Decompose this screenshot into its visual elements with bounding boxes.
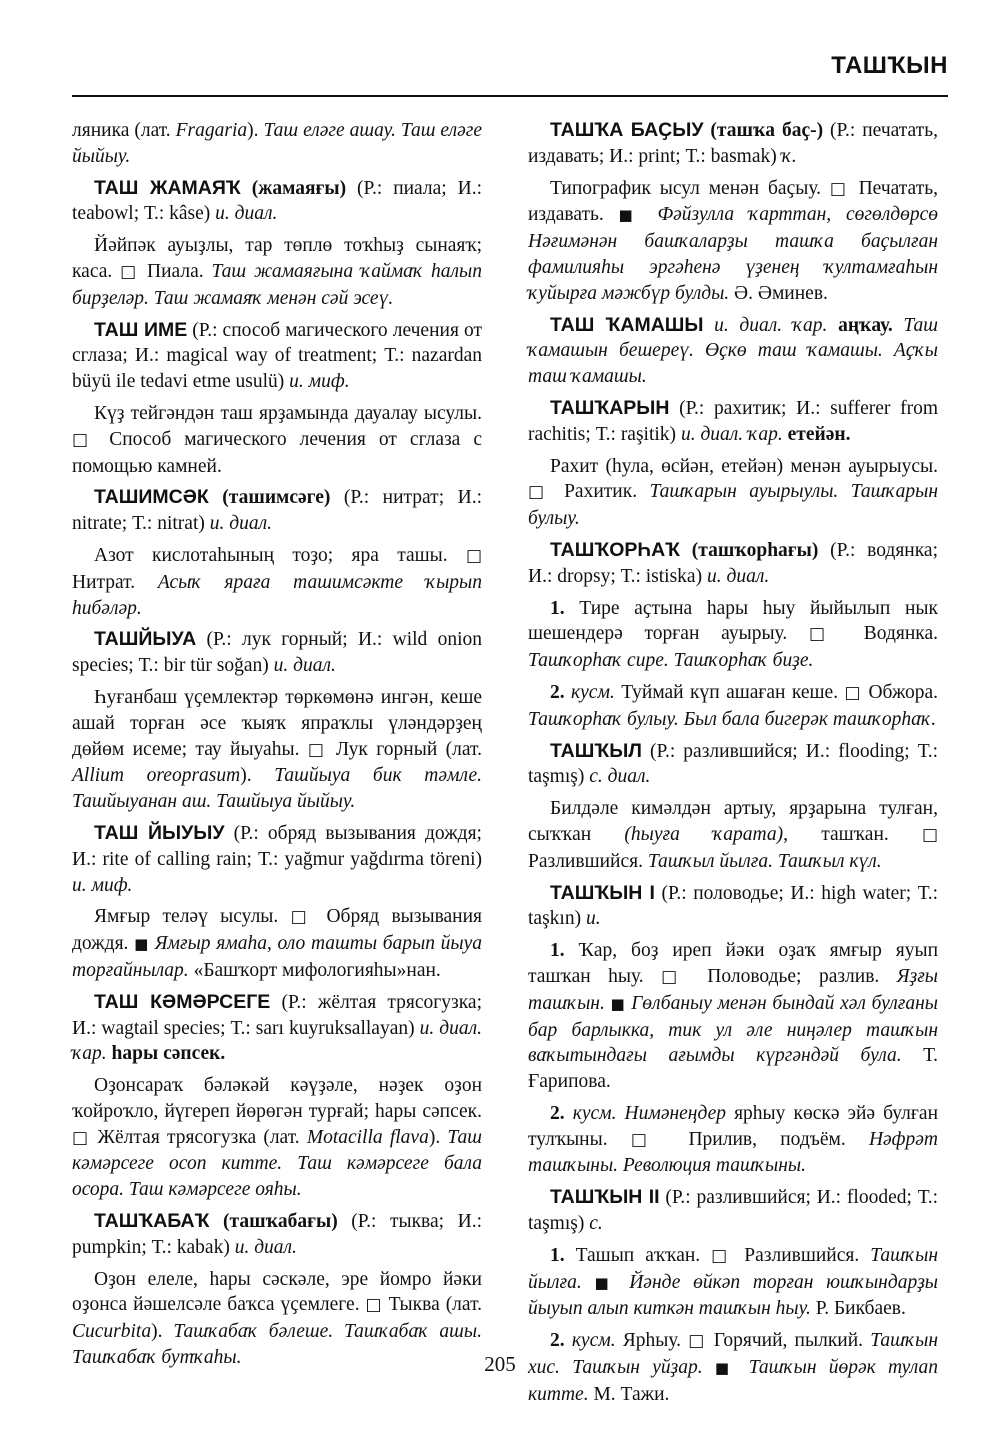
text-run: Разлившийся. (528, 850, 648, 872)
headword: ТАШ ЖАМАЯҠ (94, 176, 241, 199)
text-run: Разлившийся. (733, 1244, 871, 1266)
text-run: Тыква (лат. (382, 1294, 482, 1316)
translation-marker-icon: □ (711, 1245, 734, 1266)
headword: ТАШҠА БАҪЫУ (550, 119, 704, 141)
text-run: (Р.: жёлтая трясогузка; И.: wagtail species; Т.: sarı kuyruksallayan) (72, 991, 482, 1039)
headword: ТАШ ЙЫУЫУ (94, 821, 225, 844)
page-number: 205 (484, 1352, 516, 1376)
italic-text: и. диал. ҡар. (714, 314, 828, 336)
italic-text: Ташҡорһаҡ сире. Ташҡорһаҡ биҙе. (528, 650, 814, 672)
dictionary-entry (528, 881, 938, 933)
italic-text: Cucurbita (72, 1321, 152, 1343)
text-run: Һуғанбаш үҫемлектәр төркөмөнә ингән, кеше ашай торған әсе ҡыяҡ япраҡлы үләндәрҙең дөйөм исеме; тау йыуаһы. (72, 686, 482, 760)
text-run: Нитрат. (72, 571, 158, 593)
headword: ТАШҠЫЛ (550, 739, 642, 762)
italic-text: и. диал. ҡар. (72, 1017, 482, 1065)
text-run: Лук горный (лат. (327, 738, 482, 760)
text-run: Туймай күп ашаған кеше. (614, 681, 845, 703)
bold-text: (жамаяғы) (251, 177, 347, 199)
bold-text: (ташимсәге) (222, 487, 331, 509)
text-run: Половодье; разлив. (689, 965, 897, 987)
text-run: Типографик ысул менән баҫыу. (550, 177, 830, 199)
italic-text: Ташҡабаҡ бәлеше. Ташҡабаҡ ашы. Ташҡабаҡ бутҡаһы. (72, 1321, 482, 1369)
text-run: Способ магического лечения от сглаза с помощью камней. (72, 428, 483, 477)
translation-marker-icon: □ (307, 739, 328, 760)
text-run: (Р.: обряд вызывания дождя; И.: rite of calling rain; Т.: yağmur yağdırma töreni) (72, 822, 482, 870)
sense-paragraph (528, 176, 938, 307)
italic-text: Таш кәмәрсеге осоп китте. Таш кәмәрсеге бала осора. Таш кәмәрсеге ояһы. (72, 1126, 483, 1201)
italic-text: с. диал. (589, 766, 651, 788)
text-run: Ярһыу. (615, 1330, 689, 1352)
italic-text: Яҙғы ташҡын. (528, 965, 939, 1014)
bold-text: 1. (550, 597, 565, 619)
text-run: Оҙонсараҡ бәләкәй кәүҙәле, нәҙек оҙон ҡойроҡло, йүгереп йөрөгән турғай; һары сәпсек. (72, 1075, 482, 1122)
italic-text: и. диал. ҡар. (680, 423, 783, 445)
italic-text: Таш еләге ашау. Таш еләге йыйыу. (72, 120, 483, 167)
text-run: (Р.: водянка; И.: dropsy; Т.: istiska) (528, 539, 938, 587)
translation-marker-icon: □ (365, 1295, 383, 1316)
translation-marker-icon: □ (72, 429, 97, 450)
text-run: ). (240, 765, 275, 787)
headword: ТАШҠАБАҠ (94, 1210, 210, 1233)
text-run: (Р.: нитрат; И.: nitrate; Т.: nitrat) (72, 487, 483, 535)
italic-text: Асыҡ яраға ташимсәкте ҡырып һибәләр. (72, 571, 482, 619)
translation-marker-icon: □ (809, 624, 842, 645)
italic-text: и. диал. (234, 1236, 297, 1258)
sense-paragraph (72, 543, 482, 621)
headword: ТАШЙЫУА (94, 628, 197, 651)
bold-text: аңҡау. (838, 314, 893, 336)
text-run (565, 1330, 572, 1351)
headword: ТАШИМСӘК (94, 486, 209, 509)
bold-text: (ташҡабағы) (223, 1211, 338, 1233)
text-run: Күҙ тейгәндән таш ярҙамында дауалау ысулы. (94, 402, 482, 424)
continued-text (72, 118, 482, 170)
text-run: ). (247, 120, 264, 141)
sense-paragraph (528, 796, 938, 874)
sense-paragraph (528, 454, 938, 532)
sense-paragraph (72, 1073, 482, 1203)
bold-text: (ташҡа баҫ-) (710, 120, 824, 141)
text-run (616, 1272, 629, 1293)
text-run: (Р.: лук горный; И.: wild onion species; Т.: bir tür soğan) (72, 629, 482, 677)
italic-text: Ташҡыл йылға. Ташҡыл күл. (647, 850, 882, 872)
italic-text: Гөлбаныу менән бындай хәл булғаны бар барлыкка, тик ул әле ниңәлер ташҡын ваҡытындағы ағымды күргәндәй була. (528, 992, 938, 1067)
text-run: Жёлтая трясогузка (лат. (90, 1126, 307, 1148)
italic-text: и. миф. (289, 371, 350, 393)
header-rule (72, 95, 948, 97)
italic-text: Ямғыр ямаһа, оло ташты барып йыуа торғайнылар. (72, 933, 482, 981)
text-run: Т. Ғарипова. (528, 1045, 938, 1093)
text-run (241, 178, 252, 199)
italic-text: и. диал. (273, 655, 336, 677)
text-run (582, 1272, 595, 1293)
text-run: Ә. Әминев. (729, 282, 828, 304)
italic-text: Таш жамаяғына ҡаймаҡ һалып бирҙеләр. Таш жамаяҡ менән сәй эсеү. (72, 260, 483, 309)
translation-marker-icon: □ (921, 824, 939, 845)
sense-paragraph (72, 233, 482, 311)
example-marker-icon: ■ (610, 994, 626, 1013)
left-column (72, 118, 482, 1377)
text-run: Ямғыр теләү ысулы. (94, 906, 291, 928)
sense-paragraph (528, 596, 938, 674)
text-run: Пиала. (139, 260, 212, 282)
translation-marker-icon: □ (829, 178, 850, 199)
bold-text: етейән. (787, 423, 851, 445)
headword: ТАШҠОРҺАҠ (550, 538, 681, 561)
dictionary-entry (72, 627, 482, 679)
translation-marker-icon: □ (630, 1129, 666, 1150)
text-run (643, 204, 658, 225)
headword: ТАШҠЫН II (550, 1186, 660, 1209)
bold-text: һары сәпсек. (111, 1043, 226, 1065)
sense-paragraph (528, 680, 938, 733)
translation-marker-icon: □ (120, 261, 140, 282)
text-run: , ташҡан. (783, 823, 922, 845)
italic-text: и. диал. (215, 203, 278, 225)
italic-text: кусм. (571, 681, 615, 703)
text-run: Обряд вызывания дождя. (72, 906, 483, 955)
sense-paragraph (528, 1243, 938, 1322)
text-run: ). (151, 1321, 174, 1343)
italic-text: ҡ. (781, 145, 797, 167)
text-run: ). (428, 1126, 448, 1148)
italic-text: Йәнде өйкәп торған юшҡындарҙы йыуып алып киткән ташҡын һыу. (528, 1271, 939, 1320)
text-run: Азот кислотаһының тоҙо; яра ташы. (94, 544, 466, 566)
text-run: Йәйпәк ауыҙлы, тар төплө тоҡһыҙ сынаяҡ; каса. (72, 235, 482, 282)
text-run (893, 315, 904, 336)
text-run: Прилив, подъём. (665, 1128, 869, 1150)
text-run: Горячий, пылкий. (706, 1330, 871, 1352)
text-run: М. Тажи. (588, 1383, 670, 1405)
italic-text: и. миф. (72, 874, 133, 896)
text-run: Билдәле кимәлдән артыу, ярҙарына тулған, сыҡҡан (528, 798, 938, 845)
sense-paragraph (528, 1101, 938, 1179)
dictionary-entry (72, 821, 482, 898)
dictionary-entry (528, 1185, 938, 1237)
text-run (827, 315, 838, 336)
italic-text: Ташҡын хис. Ташҡын уйҙар. (528, 1330, 939, 1379)
text-run (209, 487, 223, 508)
text-run (680, 540, 692, 561)
sense-paragraph (72, 401, 482, 479)
dictionary-entry (72, 990, 482, 1067)
italic-text: Фәйзулла ҡарттан, сөгөлдөрсө Нәғимәнән башҡаларҙы ташҡа баҫылған фамилияһы эргәһенә үҙенең ҡултамғаһын ҡуйырға мәжбүр булды. (528, 204, 938, 304)
text-run: Оҙон елеле, һары сәскәле, эре йомро йәки оҙонса йәшелсәле баҡса үҫемлеге. (72, 1268, 482, 1316)
text-run (210, 1211, 224, 1232)
text-run: (Р.: способ магического лечения от сглаза; И.: magical way of treatment; Т.: nazardan büyü ile tedavi etme usulü) (72, 319, 482, 393)
bold-text: (ташҡорһағы) (691, 539, 819, 561)
text-run: Обжора. (862, 681, 939, 703)
italic-text: Fragaria (175, 120, 248, 141)
text-run: Рахит (һула, өсйән, етейән) менән ауырыусы. (550, 455, 938, 477)
italic-text: Allium oreoprasum (72, 765, 241, 787)
translation-marker-icon: □ (844, 682, 863, 703)
headword: ТАШҠАРЫН (550, 396, 670, 419)
italic-text: Ташҡорһаҡ булыу. Был бала бигерәк ташҡорһаҡ. (528, 708, 937, 730)
text-run: (Р.: половодье; И.: high water; Т.: taşkın) (528, 882, 938, 930)
text-run: Рахитик. (551, 481, 650, 503)
italic-text: Ташҡын йылға. (528, 1244, 938, 1293)
bold-text: 2. (550, 1330, 565, 1352)
headword: ТАШ ҠАМАШЫ (550, 313, 704, 336)
translation-marker-icon: □ (661, 966, 690, 987)
headword: ТАШ КӘМӘРСЕГЕ (94, 990, 271, 1013)
dictionary-entry (72, 485, 482, 537)
running-head: ТАШҠЫН (831, 52, 948, 79)
text-run: Ташып аҡҡан. (564, 1244, 712, 1266)
text-run: «Башҡорт мифологияһы»нан. (188, 959, 441, 981)
text-run: (Р.: разлившийся; И.: flooding; Т.: taşmış) (528, 740, 938, 788)
text-run (565, 1103, 573, 1124)
dictionary-entry (528, 739, 938, 791)
text-run: (Р.: печатать, издавать; И.: print; Т.: basmak) (528, 120, 938, 167)
sense-paragraph (528, 938, 938, 1095)
italic-text: и. диал. (209, 513, 272, 535)
text-run: (Р.: разлившийся; И.: flooded; Т.: taşmış) (528, 1187, 938, 1235)
dictionary-entry (72, 176, 482, 228)
italic-text: и. (585, 908, 601, 930)
italic-text: Нәфрәт ташҡыны. Революция ташҡыны. (528, 1128, 939, 1177)
italic-text: кусм. (571, 1330, 616, 1352)
italic-text: и. диал. (706, 565, 770, 587)
text-run: (Р.: тыква; И.: pumpkin; Т.: kabak) (72, 1211, 482, 1258)
translation-marker-icon: □ (528, 482, 552, 503)
text-run: Ҡар, боҙ иреп йәки оҙаҡ ямғыр яуып ташҡан һыу. (528, 940, 938, 987)
text-run (703, 315, 714, 336)
bold-text: 1. (550, 1244, 565, 1266)
text-run: Р. Бикбаев. (810, 1298, 906, 1320)
text-run: ярһыу көскә эйә булған тулҡыны. (528, 1102, 939, 1150)
italic-text: Таш ҡамашын бешереү. Өҫкө таш ҡамашы. Аҫҡы таш ҡамашы. (528, 314, 939, 388)
dictionary-entry (528, 396, 938, 448)
text-run: Водянка. (842, 623, 939, 645)
text-run: Печатать, издавать. (528, 177, 938, 226)
example-marker-icon: ■ (594, 1273, 617, 1292)
example-marker-icon: ■ (618, 206, 643, 225)
bold-text: 2. (550, 1102, 565, 1124)
italic-text: кусм. Нимәнеңдер (572, 1102, 726, 1124)
italic-text: Ташйыуа бик тәмле. Ташйыуанан аш. Ташйыуа йыйыу. (72, 765, 482, 813)
text-run: Тире аҫтына һары һыу йыйылып нык шешендерә торған ауырыу. (528, 597, 938, 645)
dictionary-entry (72, 318, 482, 395)
headword: ТАШ ИМЕ (94, 318, 188, 341)
bold-text: 1. (550, 940, 565, 962)
italic-text: Ташҡын йөрәк тулап китте. (528, 1357, 939, 1405)
dictionary-entry (528, 538, 938, 590)
bold-text: 2. (550, 681, 565, 703)
right-column (528, 118, 938, 1414)
sense-paragraph (72, 904, 482, 983)
dictionary-entry (528, 118, 938, 170)
text-run: (Р.: пиала; И.: teabowl; Т.: kâse) (72, 177, 483, 225)
example-marker-icon: ■ (714, 1359, 737, 1378)
headword: ТАШҠЫН I (550, 881, 655, 904)
translation-marker-icon: □ (72, 1127, 91, 1148)
italic-text: (һыуға ҡарата) (624, 823, 784, 845)
translation-marker-icon: □ (465, 545, 482, 566)
example-marker-icon: ■ (134, 935, 150, 954)
dictionary-entry (528, 313, 938, 390)
text-run: (Р.: рахитик; И.: sufferer from rachitis; Т.: raşitik) (528, 397, 938, 445)
italic-text: Ташҡарын ауырыулы. Ташҡарын булыу. (528, 481, 938, 530)
dictionary-entry (72, 1209, 482, 1261)
italic-text: Motacilla flava (306, 1126, 429, 1148)
translation-marker-icon: □ (688, 1331, 707, 1352)
italic-text: с. (589, 1213, 603, 1235)
translation-marker-icon: □ (290, 907, 315, 928)
text-run: ляника (лат. (72, 120, 176, 141)
sense-paragraph (72, 685, 482, 815)
